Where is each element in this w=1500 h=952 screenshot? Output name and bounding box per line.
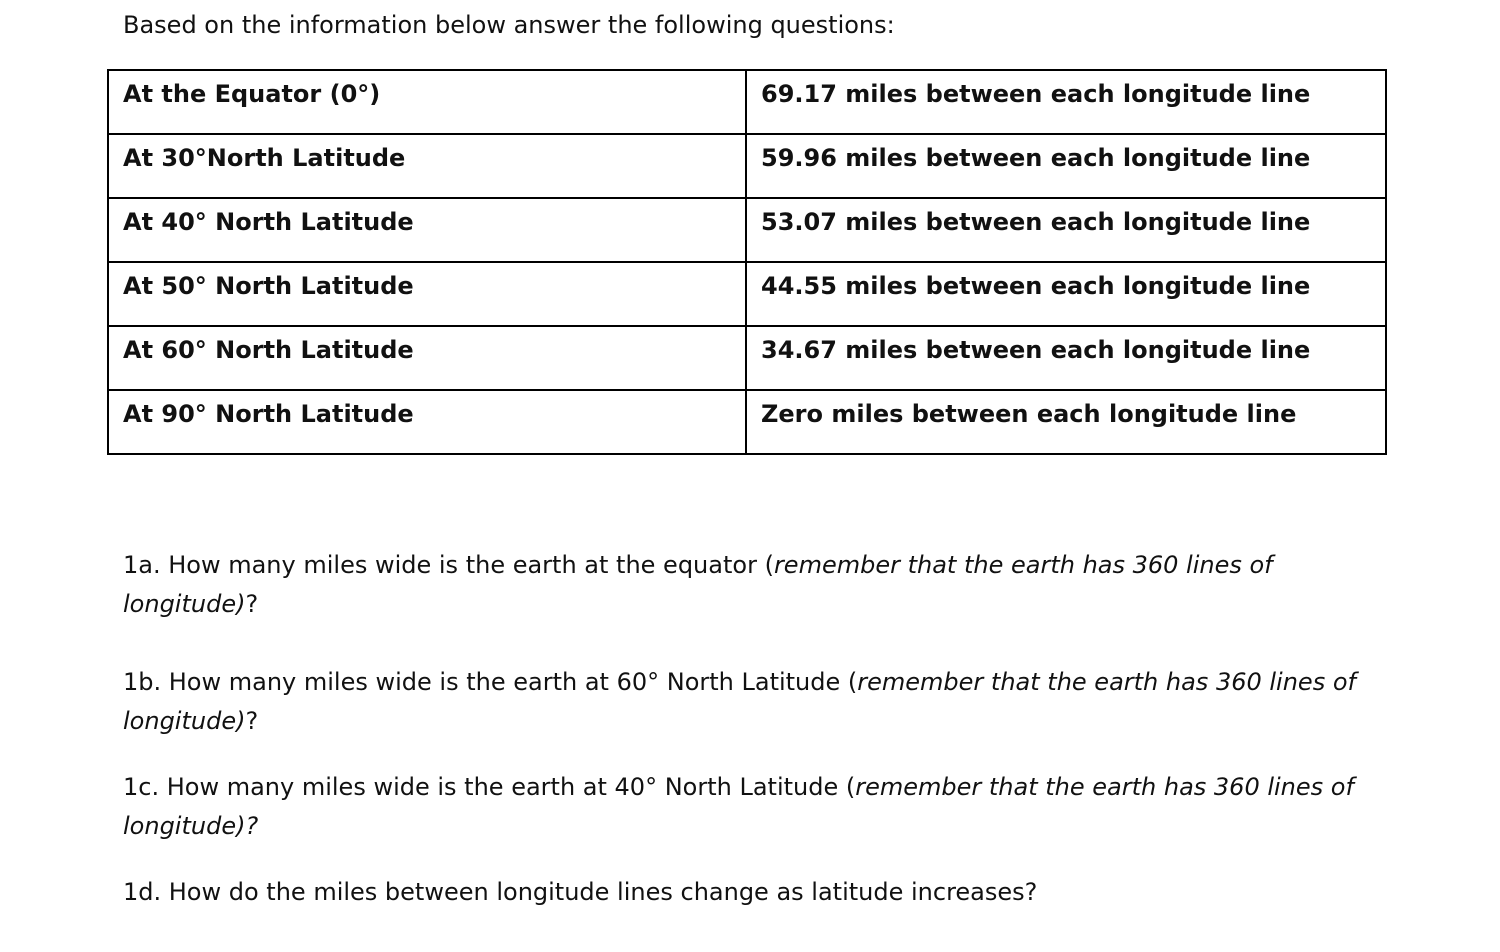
- question-note: remember that the earth has 360 lines of longitude): [123, 551, 1273, 618]
- latitude-cell: At the Equator (0°): [108, 70, 746, 134]
- question-text: 1b. How many miles wide is the earth at 60° North Latitude (: [123, 668, 858, 696]
- distance-cell: 34.67 miles between each longitude line: [746, 326, 1386, 390]
- question-1b: [123, 663, 1383, 741]
- latitude-cell: At 60° North Latitude: [108, 326, 746, 390]
- table-row: [108, 390, 1386, 454]
- latitude-distance-table: [107, 69, 1387, 455]
- table-row: [108, 198, 1386, 262]
- table-row: [108, 134, 1386, 198]
- table-row: [108, 326, 1386, 390]
- question-1c: [123, 768, 1383, 846]
- question-1a: [123, 546, 1383, 624]
- question-end: ?: [245, 590, 259, 618]
- distance-cell: 44.55 miles between each longitude line: [746, 262, 1386, 326]
- distance-cell: 59.96 miles between each longitude line: [746, 134, 1386, 198]
- latitude-cell: At 90° North Latitude: [108, 390, 746, 454]
- question-text: 1c. How many miles wide is the earth at 40° North Latitude (: [123, 773, 856, 801]
- latitude-cell: At 50° North Latitude: [108, 262, 746, 326]
- question-text: 1d. How do the miles between longitude lines change as latitude increases?: [123, 878, 1038, 906]
- latitude-cell: At 40° North Latitude: [108, 198, 746, 262]
- distance-cell: Zero miles between each longitude line: [746, 390, 1386, 454]
- question-note: remember that the earth has 360 lines of longitude)?: [123, 773, 1354, 840]
- question-note: remember that the earth has 360 lines of longitude): [123, 668, 1356, 735]
- table-row: [108, 70, 1386, 134]
- intro-heading: Based on the information below answer the following questions:: [123, 11, 895, 39]
- question-end: ?: [245, 707, 259, 735]
- distance-cell: 53.07 miles between each longitude line: [746, 198, 1386, 262]
- table-row: [108, 262, 1386, 326]
- question-text: 1a. How many miles wide is the earth at the equator (: [123, 551, 774, 579]
- latitude-cell: At 30°North Latitude: [108, 134, 746, 198]
- question-1d: [123, 873, 1383, 912]
- distance-cell: 69.17 miles between each longitude line: [746, 70, 1386, 134]
